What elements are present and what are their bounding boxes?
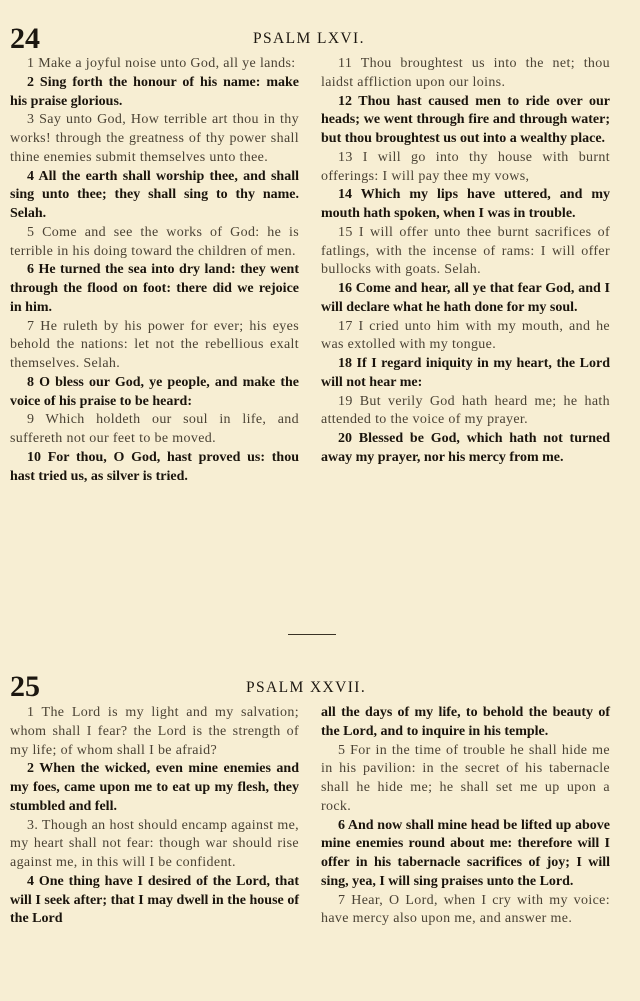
selection-number: 24: [10, 22, 40, 55]
verse: 20 Blessed be God, which hath not turned away my prayer, nor his mercy from me.: [321, 431, 610, 465]
verse: 14 Which my lips have uttered, and my mouth hath spoken, when I was in trouble.: [321, 187, 610, 221]
verse: 3. Though an host should encamp against me, my heart shall not fear: though war should rise against me, in this will I be confident.: [10, 817, 299, 870]
verse: 15 I will offer unto thee burnt sacrifices of fatlings, with the incense of rams: I will offer bullocks with goats. Selah.: [321, 224, 610, 278]
verse: 16 Come and hear, all ye that fear God, and I will declare what he hath done for my soul.: [321, 281, 610, 315]
verse: 2 When the wicked, even mine enemies and my foes, came upon me to eat up my flesh, they stumbled and fell.: [10, 761, 299, 814]
psalm-right-column: [321, 704, 610, 929]
verse: 12 Thou hast caused men to ride over our heads; we went through fire and through water; but thou broughtest us out into a wealthy place.: [321, 93, 610, 146]
psalm-left-column: [10, 704, 299, 929]
psalm-title: PSALM XXVII.: [246, 679, 367, 696]
verse: 18 If I regard iniquity in my heart, the Lord will not hear me:: [321, 356, 610, 390]
verse: 1 Make a joyful noise unto God, all ye lands:: [27, 56, 296, 71]
verse: 11 Thou broughtest us into the net; thou laidst affliction upon our loins.: [321, 56, 610, 90]
verse: all the days of my life, to behold the beauty of the Lord, and to inquire in his temple.: [321, 705, 610, 739]
verse: 8 O bless our God, ye people, and make the voice of his praise to be heard:: [10, 374, 299, 409]
verse: 6 He turned the sea into dry land: they went through the flood on foot: there did we rejoice in him.: [10, 262, 299, 315]
verse: 2 Sing forth the honour of his name: make his praise glorious.: [10, 74, 299, 109]
section-divider: [288, 634, 336, 635]
verse: 5 Come and see the works of God: he is terrible in his doing toward the children of men.: [10, 224, 299, 259]
verse: 19 But verily God hath heard me; he hath attended to the voice of my prayer.: [321, 393, 610, 428]
verse: 4 One thing have I desired of the Lord, that will I seek after; that I may dwell in the house of the Lord: [10, 873, 299, 927]
selection-number: 25: [10, 670, 40, 703]
verse: 7 Hear, O Lord, when I cry with my voice: have mercy also upon me, and answer me.: [321, 892, 610, 927]
verse: 13 I will go into thy house with burnt offerings: I will pay thee my vows,: [321, 149, 610, 184]
verse: 9 Which holdeth our soul in life, and suffereth not our feet to be moved.: [10, 412, 299, 446]
psalm-title: PSALM LXVI.: [253, 30, 365, 47]
verse: 7 He ruleth by his power for ever; his eyes behold the nations: let not the rebellious exalt themselves. Selah.: [10, 318, 299, 371]
verse: 4 All the earth shall worship thee, and shall sing unto thee; they shall sing to thy name. Selah.: [10, 168, 299, 221]
psalm-left-column: [10, 55, 299, 486]
verse: 6 And now shall mine head be lifted up above mine enemies round about me: therefore will I offer in his tabernacle sacrifices of joy; I will sing, yea, I will sing praises unto the Lord.: [321, 817, 610, 889]
verse: 1 The Lord is my light and my salvation; whom shall I fear? the Lord is the strength of my life; of whom shall I be afraid?: [10, 705, 299, 758]
verse: 5 For in the time of trouble he shall hide me in his pavilion: in the secret of his tabernacle shall he hide me; he shall set me up upon a rock.: [321, 742, 610, 814]
verse: 10 For thou, O God, hast proved us: thou hast tried us, as silver is tried.: [10, 449, 299, 484]
psalm-right-column: [321, 55, 610, 468]
verse: 17 I cried unto him with my mouth, and he was extolled with my tongue.: [321, 318, 610, 353]
verse: 3 Say unto God, How terrible art thou in thy works! through the greatness of thy power shall thine enemies submit themselves unto thee.: [10, 112, 299, 165]
